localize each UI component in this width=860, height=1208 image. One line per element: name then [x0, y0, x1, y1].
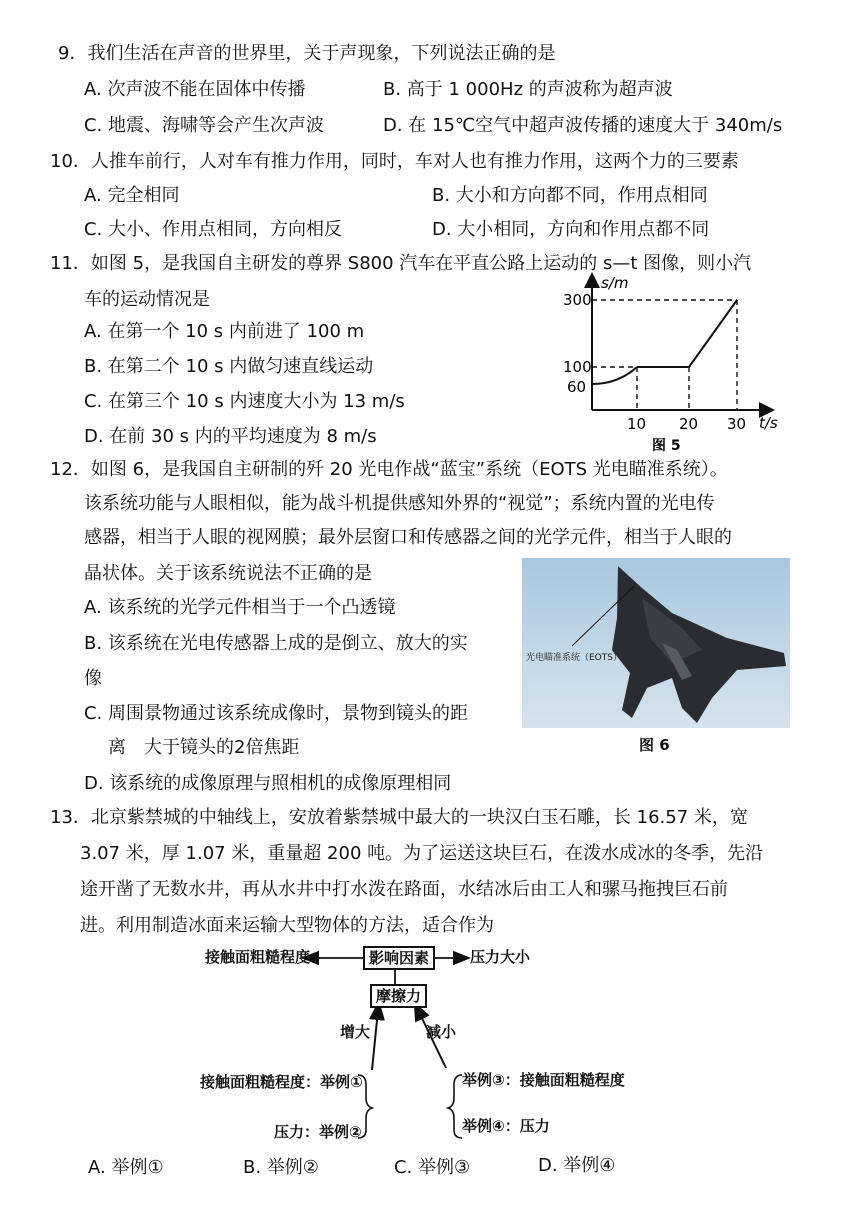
q12-option-b-line1[interactable]: B. 该系统在光电传感器上成的是倒立、放大的实	[84, 633, 468, 654]
q11-stem-line2: 车的运动情况是	[84, 289, 210, 310]
eots-label: 光电瞄准系统（EOTS）	[526, 653, 622, 663]
q12-line4: 晶状体。关于该系统说法不正确的是	[84, 563, 372, 584]
y-axis-label: s/m	[601, 274, 629, 292]
diagram-increase: 增大	[340, 1023, 371, 1041]
q12-option-c-line2[interactable]: 离 大于镜头的2倍焦距	[108, 737, 300, 758]
x-tick-10: 10	[627, 415, 647, 433]
q12-option-a[interactable]: A. 该系统的光学元件相当于一个凸透镜	[84, 597, 396, 618]
friction-diagram-lines	[200, 940, 620, 1140]
q12-line3: 感器，相当于人眼的视网膜；最外层窗口和传感器之间的光学元件，相当于人眼的	[84, 527, 732, 548]
figure-6-photo	[522, 558, 790, 728]
diagram-example-2: 压力：举例②	[274, 1123, 362, 1141]
q11-option-d[interactable]: D. 在前 30 s 内的平均速度为 8 m/s	[84, 426, 377, 447]
q10-stem: 10．人推车前行，人对车有推力作用，同时，车对人也有推力作用，这两个力的三要素	[50, 151, 739, 172]
figure-6-caption: 图 6	[639, 736, 670, 754]
y-tick-100: 100	[563, 358, 592, 376]
q13-option-d[interactable]: D. 举例④	[538, 1155, 616, 1176]
q9-option-b[interactable]: B. 高于 1 000Hz 的声波称为超声波	[383, 79, 673, 100]
x-tick-30: 30	[727, 415, 747, 433]
q9-option-c[interactable]: C. 地震、海啸等会产生次声波	[84, 115, 325, 136]
q11-option-c[interactable]: C. 在第三个 10 s 内速度大小为 13 m/s	[84, 391, 405, 412]
x-axis-label: t/s	[759, 414, 778, 432]
segment-first-10s	[592, 367, 637, 384]
q13-line1: 13．北京紫禁城的中轴线上，安放着紫禁城中最大的一块汉白玉石雕，长 16.57 米，宽	[50, 807, 748, 828]
q9-stem: 9．我们生活在声音的世界里，关于声现象，下列说法正确的是	[58, 43, 556, 64]
q9-option-d[interactable]: D. 在 15℃空气中超声波传播的速度大于 340m/s	[383, 115, 783, 136]
figure-5-caption: 图 5	[652, 438, 681, 454]
q13-option-b[interactable]: B. 举例②	[243, 1157, 319, 1178]
y-tick-300: 300	[563, 291, 592, 309]
diagram-friction-box: 摩擦力	[370, 984, 427, 1008]
q13-line3: 途开凿了无数水井，再从水井中打水泼在路面，水结冰后由工人和骡马拖拽巨石前	[80, 879, 728, 900]
q9-option-a[interactable]: A. 次声波不能在固体中传播	[84, 79, 306, 100]
q11-option-b[interactable]: B. 在第二个 10 s 内做匀速直线运动	[84, 356, 374, 377]
q10-option-c[interactable]: C. 大小、作用点相同，方向相反	[84, 219, 343, 240]
q12-line1: 12．如图 6，是我国自主研制的歼 20 光电作战“蓝宝”系统（EOTS 光电瞄准系统）。	[50, 459, 728, 480]
q12-option-b-line2[interactable]: 像	[84, 668, 102, 689]
q10-option-d[interactable]: D. 大小相同，方向和作用点都不同	[432, 219, 710, 240]
figure-5-st-graph	[555, 272, 785, 457]
diagram-decrease: 减小	[426, 1023, 457, 1041]
y-tick-60: 60	[567, 378, 587, 396]
q10-option-b[interactable]: B. 大小和方向都不同，作用点相同	[432, 185, 708, 206]
q13-line2: 3.07 米，厚 1.07 米，重量超 200 吨。为了运送这块巨石，在泼水成冰的冬季，先沿	[80, 843, 764, 864]
diagram-left-top: 接触面粗糙程度	[205, 948, 311, 966]
q11-stem-line1: 11．如图 5，是我国自主研发的尊界 S800 汽车在平直公路上运动的 s—t 图像，则小汽	[50, 253, 752, 274]
q13-option-a[interactable]: A. 举例①	[88, 1157, 164, 1178]
q13-option-c[interactable]: C. 举例③	[394, 1157, 471, 1178]
q12-option-c-line1[interactable]: C. 周围景物通过该系统成像时，景物到镜头的距	[84, 703, 469, 724]
q11-option-a[interactable]: A. 在第一个 10 s 内前进了 100 m	[84, 321, 365, 342]
diagram-right-top: 压力大小	[470, 948, 531, 966]
q10-option-a[interactable]: A. 完全相同	[84, 185, 180, 206]
diagram-example-4: 举例④：压力	[462, 1117, 550, 1135]
q12-option-d[interactable]: D. 该系统的成像原理与照相机的成像原理相同	[84, 773, 452, 794]
segment-third-10s	[689, 300, 737, 367]
q13-line4: 进。利用制造冰面来运输大型物体的方法，适合作为	[80, 915, 494, 936]
x-tick-20: 20	[679, 415, 699, 433]
diagram-example-3: 举例③：接触面粗糙程度	[462, 1071, 625, 1089]
fighter-jet-image	[522, 558, 790, 728]
q12-line2: 该系统功能与人眼相似，能为战斗机提供感知外界的“视觉”；系统内置的光电传	[84, 493, 715, 514]
diagram-factor-box: 影响因素	[363, 946, 435, 970]
diagram-example-1: 接触面粗糙程度：举例①	[200, 1073, 363, 1091]
